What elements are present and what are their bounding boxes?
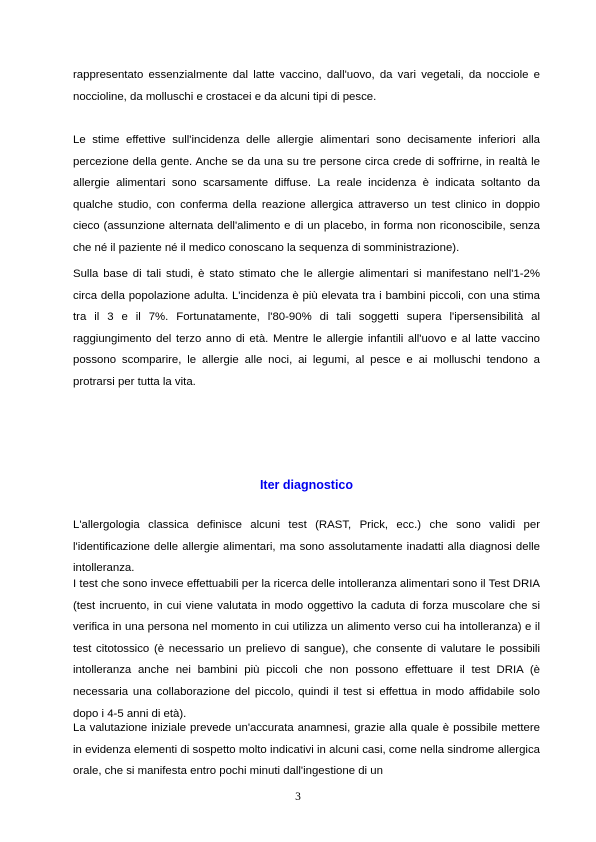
paragraph-incidence-estimates: Le stime effettive sull'incidenza delle allergie alimentari sono decisamente inferiori alla percezione della gente. Anche se da una su tre persone circa crede di soffrirne, in realtà le allergie alimentari sono scarsamente diffuse. La reale incidenza è indicata soltanto da qualche studio, con conferma della reazione allergica attraverso un test clinico in doppio cieco (assunzione alternata dell'alimento e di un placebo, in forma non riconoscibile, senza che né il paziente né il medico conoscano la sequenza di somministrazione). <box>73 134 540 254</box>
paragraph-intolerance-tests: I test che sono invece effettuabili per la ricerca delle intolleranza alimentari sono il Test DRIA (test incruento, in cui viene valutata in modo oggettivo la caduta di forza muscolare che si verifica in una persona nel momento in cui utilizza un alimento verso cui ha intolleranza) e il test citotossico (è necessario un prelievo di sangue), che consente di valutare le possibili intolleranza anche nei bambini più piccoli che non possono effettuare il test DRIA (è necessaria una collaborazione del piccolo, quindi il test si effettua in modo affidabile solo dopo i 4-5 anni di età). <box>73 578 540 720</box>
paragraph-food-sources: rappresentato essenzialmente dal latte vaccino, dall'uovo, da vari vegetali, da nocciole e noccioline, da molluschi e crostacei e da alcuni tipi di pesce. <box>73 69 540 103</box>
page-number: 3 <box>295 791 301 803</box>
paragraph-initial-evaluation: La valutazione iniziale prevede un'accurata anamnesi, grazie alla quale è possibile mettere in evidenza elementi di sospetto molto indicativi in alcuni casi, come nella sindrome allergica orale, che si manifesta entro pochi minuti dall'ingestione di un <box>73 722 540 778</box>
paragraph-classic-allergology: L'allergologia classica definisce alcuni test (RAST, Prick, ecc.) che sono validi per l'identificazione delle allergie alimentari, ma sono assolutamente inadatti alla diagnosi delle intolleranza. <box>73 519 540 575</box>
paragraph-study-results: Sulla base di tali studi, è stato stimato che le allergie alimentari si manifestano nell'1-2% circa della popolazione adulta. L'incidenza è più elevata tra i bambini piccoli, con una stima tra il 3 e il 7%. Fortunatamente, l'80-90% di tali soggetti supera l'ipersensibilità al raggiungimento del terzo anno di età. Mentre le allergie infantili all'uovo e al latte vaccino possono scomparire, le allergie alle noci, ai legumi, al pesce e ai molluschi tendono a protrarsi per tutta la vita. <box>73 268 540 388</box>
section-heading: Iter diagnostico <box>259 478 354 492</box>
